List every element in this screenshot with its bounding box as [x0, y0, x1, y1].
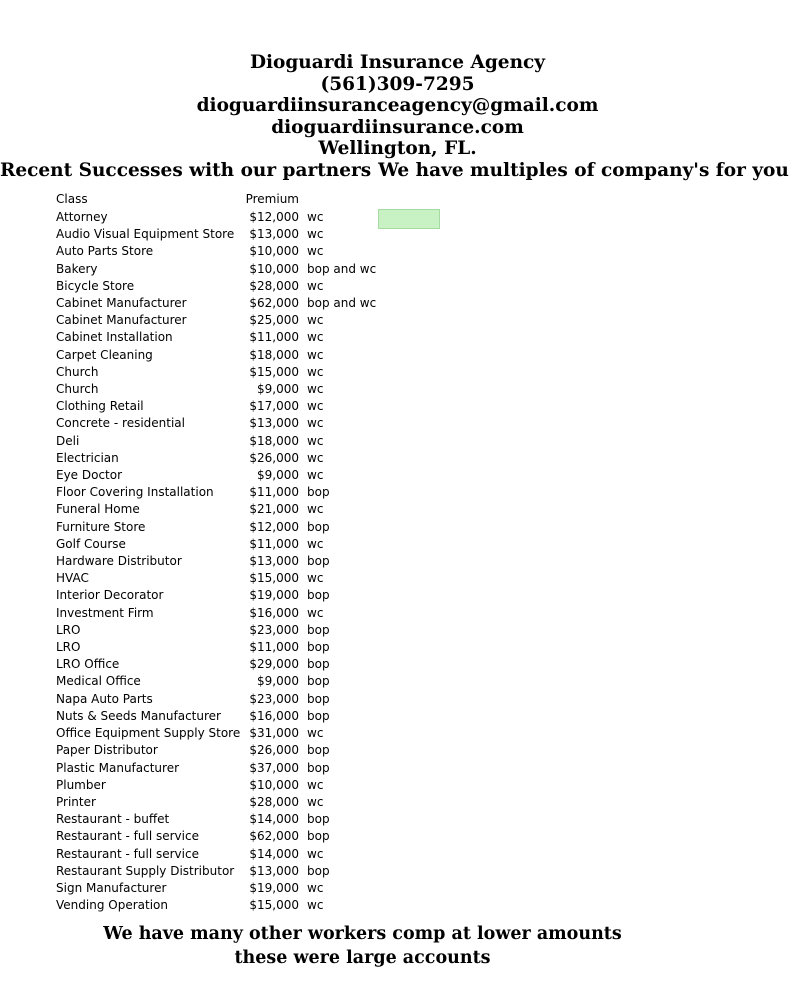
coverage-cell: wc [307, 347, 324, 362]
coverage-cell: bop [307, 674, 330, 689]
premium-cell: $19,000 [249, 588, 299, 603]
premium-cell: $12,000 [249, 519, 299, 534]
premium-cell: $29,000 [249, 657, 299, 672]
premium-cell: $16,000 [249, 708, 299, 723]
table-row [56, 467, 427, 484]
coverage-cell: wc [307, 450, 324, 465]
class-cell: Floor Covering Installation [56, 485, 214, 500]
premium-cell: $9,000 [257, 468, 299, 483]
coverage-cell: wc [307, 777, 324, 792]
footer-note [0, 922, 725, 970]
coverage-cell: bop [307, 863, 330, 878]
agency-name: Dioguardi Insurance Agency [249, 52, 546, 73]
premium-cell: $62,000 [249, 296, 299, 311]
agency-location: Wellington, FL. [318, 138, 477, 159]
table-row [56, 553, 427, 570]
coverage-cell: bop [307, 622, 330, 637]
coverage-cell: bop [307, 554, 330, 569]
class-cell: Plumber [56, 777, 106, 792]
class-cell: Plastic Manufacturer [56, 760, 180, 775]
class-cell: Auto Parts Store [56, 244, 154, 259]
table-row [56, 691, 427, 708]
column-header-coverage [299, 191, 427, 209]
footer-line-2: these were large accounts [234, 948, 491, 968]
coverage-cell: bop [307, 657, 330, 672]
class-cell: Nuts & Seeds Manufacturer [56, 708, 221, 723]
table-row [56, 828, 427, 845]
column-header-premium: Premium [245, 192, 299, 207]
tagline [0, 159, 789, 183]
class-cell: Restaurant - buffet [56, 812, 170, 827]
premium-cell: $26,000 [249, 450, 299, 465]
table-row [56, 209, 427, 226]
premium-cell: $10,000 [249, 261, 299, 276]
premium-cell: $11,000 [249, 485, 299, 500]
class-cell: Audio Visual Equipment Store [56, 227, 235, 242]
coverage-cell: bop [307, 640, 330, 655]
table-row [56, 639, 427, 656]
class-cell: Printer [56, 794, 96, 809]
premium-cell: $17,000 [249, 399, 299, 414]
coverage-cell: wc [307, 416, 324, 431]
class-cell: Restaurant - full service [56, 829, 199, 844]
table-row [56, 226, 427, 243]
premium-cell: $15,000 [249, 571, 299, 586]
table-row [56, 673, 427, 690]
class-cell: Medical Office [56, 674, 141, 689]
class-cell: Napa Auto Parts [56, 691, 153, 706]
coverage-cell: bop and wc [307, 261, 377, 276]
agency-header [0, 52, 725, 160]
coverage-cell: bop [307, 485, 330, 500]
table-row [56, 777, 427, 794]
coverage-cell: wc [307, 468, 324, 483]
class-cell: Paper Distributor [56, 743, 158, 758]
class-cell: Hardware Distributor [56, 554, 182, 569]
class-cell: Clothing Retail [56, 399, 144, 414]
table-row [56, 312, 427, 329]
class-cell: Cabinet Installation [56, 330, 173, 345]
class-cell: Interior Decorator [56, 588, 164, 603]
premium-cell: $62,000 [249, 829, 299, 844]
table-row [56, 519, 427, 536]
coverage-cell: wc [307, 364, 324, 379]
coverage-cell: bop [307, 743, 330, 758]
class-cell: Bakery [56, 261, 98, 276]
table-row [56, 501, 427, 518]
class-cell: Attorney [56, 210, 108, 224]
premium-cell: $18,000 [249, 347, 299, 362]
table-row [56, 295, 427, 312]
coverage-cell: bop [307, 519, 330, 534]
coverage-cell: wc [307, 794, 324, 809]
table-row [56, 433, 427, 450]
coverage-cell: wc [307, 382, 324, 397]
coverage-cell: wc [307, 227, 324, 242]
class-cell: Electrician [56, 450, 119, 465]
coverage-cell: bop [307, 691, 330, 706]
class-cell: Funeral Home [56, 502, 140, 517]
premium-cell: $11,000 [249, 536, 299, 551]
premium-cell: $19,000 [249, 880, 299, 895]
table-row [56, 381, 427, 398]
class-cell: HVAC [56, 571, 89, 586]
premium-cell: $15,000 [249, 898, 299, 913]
table-row [56, 708, 427, 725]
class-cell: LRO Office [56, 657, 120, 672]
table-row [56, 725, 427, 742]
table-row [56, 243, 427, 260]
premium-cell: $28,000 [249, 794, 299, 809]
coverage-cell: bop [307, 588, 330, 603]
table-row [56, 760, 427, 777]
table-row [56, 811, 427, 828]
table-row [56, 794, 427, 811]
coverage-cell: wc [307, 399, 324, 414]
tagline-multiples: We have multiples of company's for you [378, 160, 789, 181]
class-cell: Church [56, 364, 99, 379]
premium-cell: $18,000 [249, 433, 299, 448]
premium-cell: $9,000 [257, 674, 299, 689]
coverage-cell: bop and wc [307, 296, 377, 311]
class-cell: Concrete - residential [56, 416, 185, 431]
class-cell: Investment Firm [56, 605, 154, 620]
class-cell: Carpet Cleaning [56, 347, 153, 362]
premium-cell: $21,000 [249, 502, 299, 517]
coverage-cell: wc [307, 313, 324, 328]
class-cell: Sign Manufacturer [56, 880, 167, 895]
table-row [56, 398, 427, 415]
class-cell: Office Equipment Supply Store [56, 726, 241, 741]
class-cell: Deli [56, 433, 80, 448]
coverage-cell: wc [307, 244, 324, 259]
coverage-cell: wc [307, 846, 324, 861]
agency-website: dioguardiinsurance.com [271, 116, 524, 138]
class-cell: Restaurant - full service [56, 846, 199, 861]
class-cell: Bicycle Store [56, 278, 135, 293]
premium-cell: $28,000 [249, 278, 299, 293]
coverage-cell: wc [307, 330, 324, 345]
table-row [56, 742, 427, 759]
coverage-cell: wc [307, 880, 324, 895]
coverage-cell: wc [307, 726, 324, 741]
premium-table [56, 191, 427, 914]
class-cell: LRO [56, 622, 81, 637]
premium-cell: $9,000 [257, 382, 299, 397]
table-row [56, 656, 427, 673]
agency-email: dioguardiinsuranceagency@gmail.com [196, 95, 599, 116]
coverage-cell: wc [307, 210, 324, 224]
premium-cell: $26,000 [249, 743, 299, 758]
premium-cell: $25,000 [249, 313, 299, 328]
agency-phone: (561)309-7295 [320, 73, 475, 95]
coverage-cell: bop [307, 708, 330, 723]
class-cell: Eye Doctor [56, 468, 123, 483]
table-row [56, 587, 427, 604]
table-row [56, 347, 427, 364]
column-header-class: Class [56, 192, 88, 207]
premium-cell: $13,000 [249, 863, 299, 878]
table-row [56, 570, 427, 587]
coverage-cell: wc [307, 278, 324, 293]
table-row [56, 484, 427, 501]
footer-line-1: We have many other workers comp at lower amounts [103, 924, 622, 944]
table-row [56, 278, 427, 295]
table-row [56, 450, 427, 467]
table-body [56, 209, 427, 914]
premium-cell: $16,000 [249, 605, 299, 620]
premium-cell: $11,000 [249, 640, 299, 655]
coverage-cell: wc [307, 536, 324, 551]
premium-cell: $10,000 [249, 777, 299, 792]
table-row [56, 880, 427, 897]
table-row [56, 622, 427, 639]
premium-cell: $13,000 [249, 554, 299, 569]
table-header-row [56, 191, 427, 209]
coverage-cell: wc [307, 898, 324, 913]
class-cell: Vending Operation [56, 898, 168, 913]
premium-cell: $13,000 [249, 227, 299, 242]
class-cell: Church [56, 382, 99, 397]
table-row [56, 364, 427, 381]
class-cell: Cabinet Manufacturer [56, 313, 187, 328]
premium-cell: $11,000 [249, 330, 299, 345]
premium-cell: $23,000 [249, 691, 299, 706]
class-cell: Golf Course [56, 536, 126, 551]
premium-cell: $12,000 [249, 210, 299, 224]
coverage-cell: bop [307, 812, 330, 827]
table-row [56, 863, 427, 880]
class-cell: LRO [56, 640, 81, 655]
premium-cell: $31,000 [249, 726, 299, 741]
table-row [56, 605, 427, 622]
premium-cell: $15,000 [249, 364, 299, 379]
class-cell: Furniture Store [56, 519, 146, 534]
premium-cell: $13,000 [249, 416, 299, 431]
coverage-cell: wc [307, 433, 324, 448]
premium-cell: $37,000 [249, 760, 299, 775]
table-row [56, 897, 427, 914]
tagline-successes: Recent Successes with our partners [0, 160, 372, 181]
table-row [56, 415, 427, 432]
coverage-cell: bop [307, 760, 330, 775]
premium-cell: $14,000 [249, 812, 299, 827]
coverage-cell: bop [307, 829, 330, 844]
table-row [56, 846, 427, 863]
coverage-cell: wc [307, 502, 324, 517]
premium-cell: $23,000 [249, 622, 299, 637]
class-cell: Restaurant Supply Distributor [56, 863, 235, 878]
premium-cell: $10,000 [249, 244, 299, 259]
coverage-cell: wc [307, 571, 324, 586]
premium-cell: $14,000 [249, 846, 299, 861]
table-row [56, 329, 427, 346]
class-cell: Cabinet Manufacturer [56, 296, 187, 311]
coverage-cell: wc [307, 605, 324, 620]
table-row [56, 261, 427, 278]
table-row [56, 536, 427, 553]
